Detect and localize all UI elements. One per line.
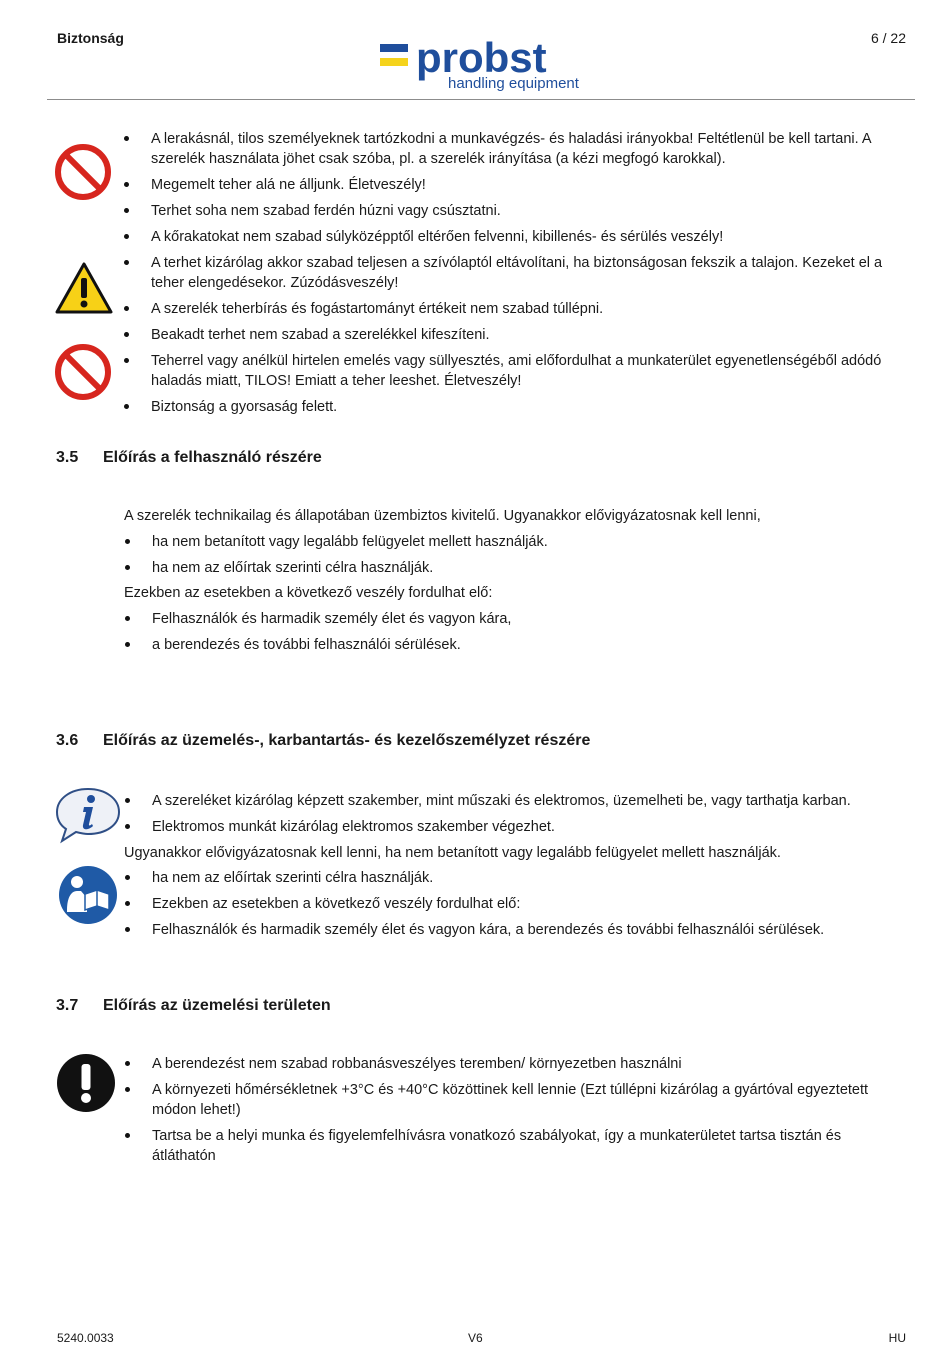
section-intro: A szerelék technikailag és állapotában üzembiztos kivitelű. Ugyanakkor elővigyázatosnak kell lenni, — [124, 508, 761, 524]
list-item: ha nem az előírtak szerinti célra használják. — [123, 868, 923, 888]
logo-yellow-bar — [380, 58, 408, 66]
section-title: Előírás az üzemelés-, karbantartás- és kezelőszemélyzet részére — [103, 732, 591, 749]
qualification-list — [123, 791, 923, 843]
list-item: A kőrakatokat nem szabad súlyközépptől eltérően felvenni, kibillenés- és sérülés veszély! — [122, 227, 892, 247]
list-item: Elektromos munkát kizárólag elektromos szakember végezhet. — [123, 817, 923, 837]
list-item: ha nem az előírtak szerinti célra használják. — [123, 558, 903, 578]
list-item: A környezeti hőmérsékletnek +3°C és +40°C közöttinek kell lennie (Ezt túllépni kizárólag a gyártóval egyeztetett módon lehet!) — [123, 1080, 893, 1120]
section-number: 3.5 — [56, 449, 79, 466]
list-item: A szerelék teherbírás és fogástartományt értékeit nem szabad túllépni. — [122, 299, 892, 319]
section-paragraph: Ezekben az esetekben a következő veszély fordulhat elő: — [124, 585, 493, 601]
list-item: Beakadt terhet nem szabad a szerelékkel kifeszíteni. — [122, 325, 892, 345]
section-heading-3-7 — [56, 997, 331, 1015]
list-item: Megemelt teher alá ne álljunk. Életveszély! — [122, 175, 892, 195]
list-item: Teherrel vagy anélkül hirtelen emelés vagy süllyesztés, ami előfordulhat a munkaterület egyenetlenségéből adódó haladás miatt, TILOS! Emiatt a teher leeshet. Életveszély! — [122, 351, 892, 391]
list-item: Tartsa be a helyi munka és figyelemfelhívásra vonatkozó szabályokat, így a munkaterületet tartsa tisztán és átláthatón — [123, 1126, 893, 1166]
prohibition-icon — [54, 343, 112, 401]
logo-tagline: handling equipment — [448, 75, 579, 92]
list-item: Ezekben az esetekben a következő veszély fordulhat elő: — [123, 894, 923, 914]
list-item: A berendezést nem szabad robbanásveszélyes teremben/ környezetben használni — [123, 1054, 893, 1074]
logo-wordmark: probst — [416, 36, 547, 81]
document-number: 5240.0033 — [57, 1331, 114, 1345]
list-item: Felhasználók és harmadik személy élet és vagyon kára, — [123, 609, 903, 629]
hazard-list — [123, 609, 903, 661]
list-item: Terhet soha nem szabad ferdén húzni vagy csúsztatni. — [122, 201, 892, 221]
list-item: a berendezés és további felhasználói sérülések. — [123, 635, 903, 655]
list-item: A lerakásnál, tilos személyeknek tartózkodni a munkavégzés- és haladási irányokba! Feltétlenül be kell tartani. A szerelék használata jöhet csak szóba, pl. a szerelék irányítása (a kézi megfogó karokkal). — [122, 129, 892, 169]
list-item: A szereléket kizárólag képzett szakember, mint műszaki és elektromos, üzemelheti be, vagy tarthatja karban. — [123, 791, 923, 811]
section-number: 3.7 — [56, 997, 79, 1014]
list-item: Felhasználók és harmadik személy élet és vagyon kára, a berendezés és további felhasználói sérülések. — [123, 920, 923, 940]
info-bubble-icon — [54, 786, 122, 844]
hazard-list — [123, 868, 923, 946]
safety-rules-list — [122, 129, 892, 423]
document-version: V6 — [468, 1331, 483, 1345]
section-heading-3-6 — [56, 732, 590, 750]
list-item: Biztonság a gyorsaság felett. — [122, 397, 892, 417]
header-section-title: Biztonság — [57, 30, 124, 46]
probst-logo — [380, 36, 590, 94]
list-item: ha nem betanított vagy legalább felügyelet mellett használják. — [123, 532, 903, 552]
logo-blue-bar — [380, 44, 408, 52]
section-title: Előírás a felhasználó részére — [103, 449, 322, 466]
section-number: 3.6 — [56, 732, 79, 749]
header-divider — [47, 99, 915, 100]
warning-triangle-icon — [54, 261, 114, 315]
section-heading-3-5 — [56, 449, 322, 467]
condition-list — [123, 532, 903, 584]
read-manual-icon — [57, 864, 119, 926]
page-number: 6 / 22 — [870, 30, 906, 46]
document-language: HU — [888, 1331, 906, 1345]
list-item: A terhet kizárólag akkor szabad teljesen a szívólaptól eltávolítani, ha biztonságosan fekszik a talajon. Kezeket el a teher elengedésekor. Zúzódásveszély! — [122, 253, 892, 293]
prohibition-icon — [54, 143, 112, 201]
exclamation-icon — [56, 1053, 116, 1113]
section-paragraph: Ugyanakkor elővigyázatosnak kell lenni, ha nem betanított vagy legalább felügyelet mellett használják. — [124, 845, 781, 861]
section-title: Előírás az üzemelési területen — [103, 997, 331, 1014]
operating-area-list — [123, 1054, 893, 1172]
